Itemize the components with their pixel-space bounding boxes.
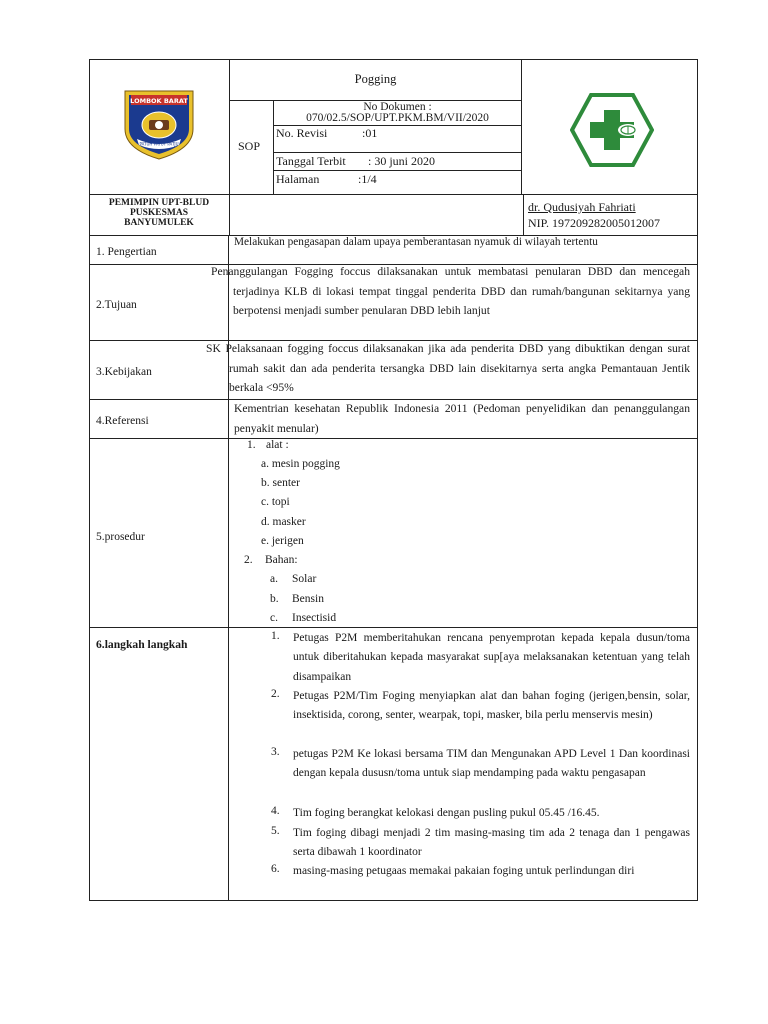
alat-item: b. senter xyxy=(261,477,300,489)
tujuan-text: Penanggulangan Fogging foccus dilaksanakan untuk membatasi penularan DBD dan mencegah terjadinya KLB di lokasi tempat tinggal penderita DBD dan rumah/bangunan sekitarnya yang berpotensi menjadi sumber penularan DBD lebih lanjut xyxy=(211,265,690,317)
step-text: Petugas P2M memberitahukan rencana penyemprotan kepada kepala dusun/toma untuk diberitahukan kepada masyarakat sup[aya melaksanakan ketentuan yang telah disampaikan xyxy=(293,632,690,683)
alat-item: e. jerigen xyxy=(261,535,304,547)
bahan-item-text: Solar xyxy=(292,573,317,585)
revisi-label: No. Revisi xyxy=(276,126,328,140)
bahan-item-text: Insectisid xyxy=(292,612,337,624)
alat-number: 1. xyxy=(247,439,256,451)
tujuan-label: 2.Tujuan xyxy=(96,299,137,311)
prosedur-label: 5.prosedur xyxy=(96,531,145,543)
document-title: Pogging xyxy=(354,72,397,86)
doc-no-value: 070/02.5/SOP/UPT.PKM.BM/VII/2020 xyxy=(306,112,489,124)
langkah-label: 6.langkah langkah xyxy=(96,638,188,651)
logo-text-top: LOMBOK BARAT xyxy=(130,97,188,105)
step-number: 1. xyxy=(271,630,280,642)
health-cross-logo xyxy=(570,93,654,167)
sop-label: SOP xyxy=(238,139,261,153)
leader-title-line3: BANYUMULEK xyxy=(124,218,194,228)
step-number: 5. xyxy=(271,825,280,837)
alat-item: c. topi xyxy=(261,496,290,508)
bahan-item-letter: c. xyxy=(270,612,278,624)
bahan-item-text: Bensin xyxy=(292,593,324,605)
step-text: Petugas P2M/Tim Foging menyiapkan alat dan bahan foging (jerigen,bensin, solar, insektisida, corong, senter, wearpak, topi, masker, bila perlu menservis mesin) xyxy=(293,690,690,722)
bahan-item-letter: a. xyxy=(270,573,278,585)
kebijakan-label: 3.Kebijakan xyxy=(96,366,152,378)
tanggal-label: Tanggal Terbit xyxy=(276,154,346,168)
alat-item: a. mesin pogging xyxy=(261,458,340,470)
step-number: 3. xyxy=(271,746,280,758)
leader-title-line1: PEMIMPIN UPT-BLUD xyxy=(108,198,210,208)
step-number: 4. xyxy=(271,805,280,817)
halaman-value: :1/4 xyxy=(358,172,377,186)
tanggal-value: : 30 juni 2020 xyxy=(368,154,436,168)
pengertian-label: 1. Pengertian xyxy=(96,246,157,258)
step-text: petugas P2M Ke lokasi bersama TIM dan Mengunakan APD Level 1 Dan koordinasi dengan kepala dususn/toma untuk siap mendamping pada waktu pengasapan xyxy=(293,748,690,780)
alat-item: d. masker xyxy=(261,516,306,528)
kebijakan-text: SK Pelaksanaan fogging foccus dilaksanakan jika ada penderita DBD yang dibuktikan dengan surat rumah sakit dan ada penderita tersangka DBD lain disekitarnya serta angka Pemantauan Jentik berkala <95% xyxy=(206,342,690,394)
step-number: 2. xyxy=(271,688,280,700)
referensi-label: 4.Referensi xyxy=(96,415,149,427)
bahan-number: 2. xyxy=(244,554,253,566)
pengertian-text: Melakukan pengasapan dalam upaya pemberantasan nyamuk di wilayah tertentu xyxy=(234,236,598,248)
doctor-name: dr. Qudusiyah Fahriati xyxy=(528,200,636,214)
logo-text-bottom: PATUH PATUT PATJU xyxy=(139,141,179,147)
left-logo xyxy=(121,89,197,161)
step-text: Tim foging dibagi menjadi 2 tim masing-masing tim ada 2 tenaga dan 1 pengawas serta dibawah 1 koordinator xyxy=(293,827,690,859)
doc-no-label: No Dokumen : xyxy=(363,101,432,113)
referensi-text: Kementrian kesehatan Republik Indonesia 2011 (Pedoman penyelidikan dan penanggulangan penyakit menular) xyxy=(234,402,690,435)
bahan-item-letter: b. xyxy=(270,593,279,605)
doctor-nip: NIP. 197209282005012007 xyxy=(528,216,661,230)
halaman-label: Halaman xyxy=(276,172,320,186)
leader-title-line2: PUSKESMAS xyxy=(129,208,189,218)
step-number: 6. xyxy=(271,863,280,875)
step-text: Tim foging berangkat kelokasi dengan pusling pukul 05.45 /16.45. xyxy=(293,807,600,819)
alat-heading: alat : xyxy=(266,439,289,451)
bahan-heading: Bahan: xyxy=(265,554,298,566)
revisi-value: :01 xyxy=(362,126,378,140)
step-text: masing-masing petugaas memakai pakaian foging untuk perlindungan diri xyxy=(293,865,635,877)
